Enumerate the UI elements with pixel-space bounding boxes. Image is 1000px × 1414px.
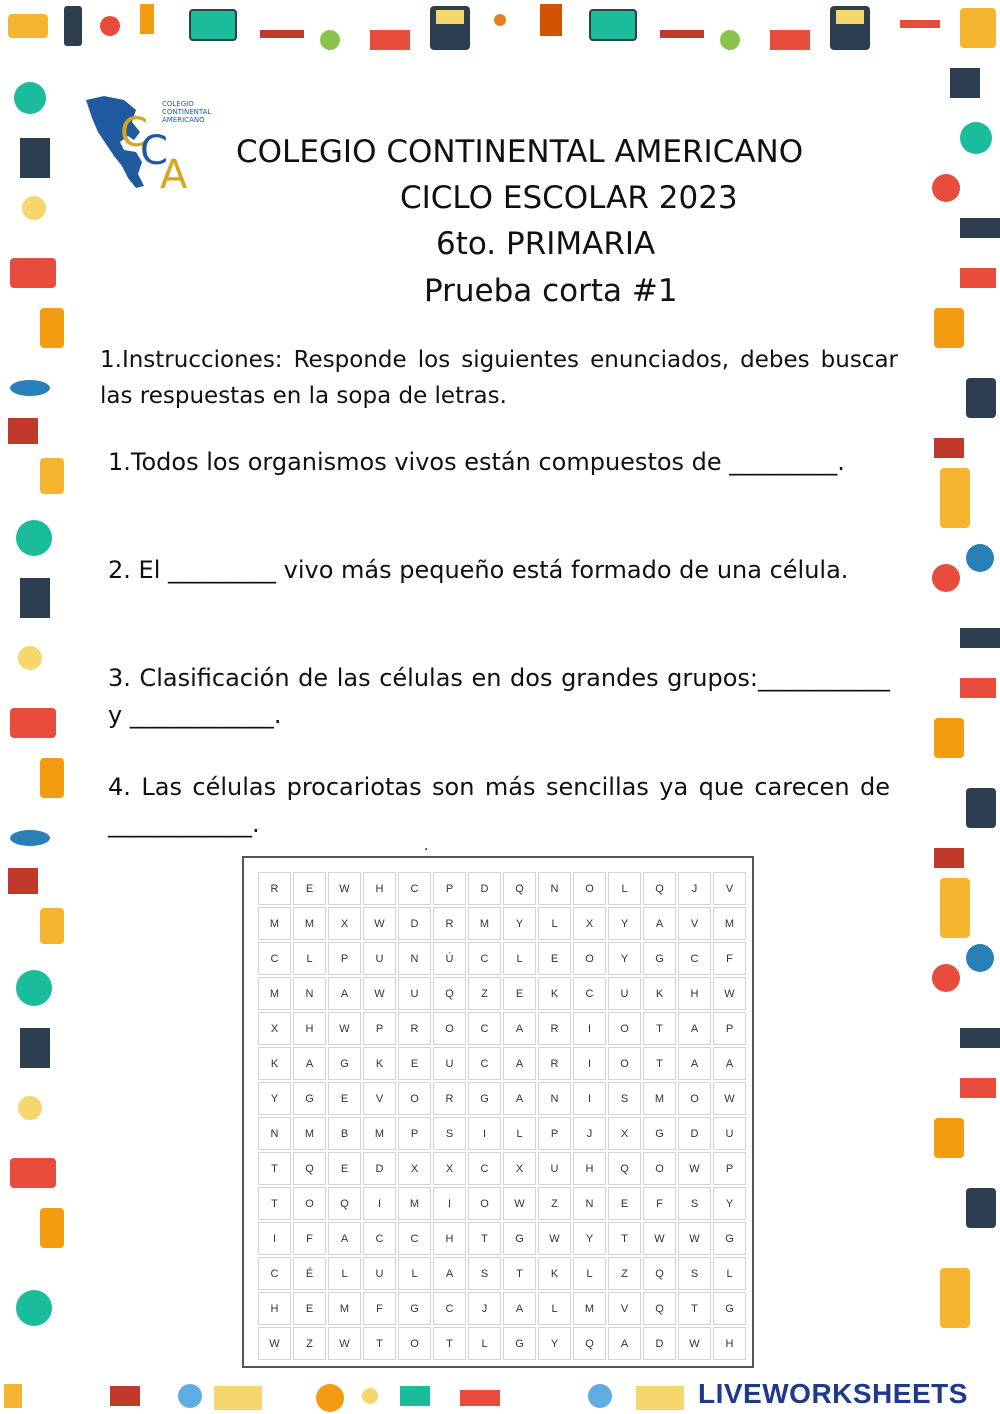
word-search-cell[interactable]: K <box>258 1047 291 1080</box>
word-search-cell[interactable]: O <box>468 1187 501 1220</box>
stray-mark: . <box>424 838 429 854</box>
word-search-cell[interactable]: M <box>468 907 501 940</box>
word-search-cell[interactable]: Q <box>328 1187 361 1220</box>
word-search-cell[interactable]: K <box>363 1047 396 1080</box>
word-search-cell[interactable]: E <box>538 942 571 975</box>
question-1: 1.Todos los organismos vivos están compuestos de _________. <box>108 448 845 476</box>
word-search-cell[interactable]: J <box>468 1292 501 1325</box>
grade-level: 6to. PRIMARIA <box>436 226 656 262</box>
word-search-cell[interactable]: F <box>713 942 746 975</box>
word-search-cell[interactable]: P <box>538 1117 571 1150</box>
word-search-cell[interactable]: T <box>363 1327 396 1360</box>
word-search-cell[interactable]: O <box>398 1082 431 1115</box>
word-search-cell[interactable]: U <box>538 1152 571 1185</box>
word-search-cell[interactable]: M <box>713 907 746 940</box>
word-search-cell[interactable]: O <box>678 1082 711 1115</box>
word-search-cell[interactable]: A <box>503 1082 536 1115</box>
word-search-cell[interactable]: R <box>398 1012 431 1045</box>
word-search-cell[interactable]: C <box>573 977 606 1010</box>
word-search-cell[interactable]: H <box>293 1012 326 1045</box>
word-search-cell[interactable]: G <box>643 1117 676 1150</box>
word-search-cell[interactable]: Q <box>433 977 466 1010</box>
word-search-cell[interactable]: U <box>713 1117 746 1150</box>
word-search-cell[interactable]: V <box>363 1082 396 1115</box>
word-search-cell[interactable]: P <box>433 872 466 905</box>
logo-caption-2: CONTINENTAL <box>162 108 212 116</box>
word-search-grid <box>258 872 746 1360</box>
word-search-cell[interactable]: I <box>258 1222 291 1255</box>
word-search-cell[interactable]: V <box>608 1292 641 1325</box>
word-search-cell[interactable]: L <box>538 907 571 940</box>
word-search-cell[interactable]: X <box>433 1152 466 1185</box>
word-search-cell[interactable]: Ú <box>433 942 466 975</box>
word-search-cell[interactable]: Q <box>573 1327 606 1360</box>
school-logo <box>84 92 216 192</box>
word-search-cell[interactable]: L <box>573 1257 606 1290</box>
word-search-cell[interactable]: N <box>538 1082 571 1115</box>
word-search-cell[interactable]: D <box>363 1152 396 1185</box>
science-pattern-icon <box>930 58 1000 1376</box>
word-search-cell[interactable]: E <box>328 1082 361 1115</box>
word-search-puzzle <box>242 856 754 1368</box>
word-search-cell[interactable]: I <box>468 1117 501 1150</box>
word-search-cell[interactable]: A <box>328 1222 361 1255</box>
word-search-cell[interactable]: E <box>293 872 326 905</box>
word-search-cell[interactable]: U <box>608 977 641 1010</box>
word-search-cell[interactable]: A <box>608 1327 641 1360</box>
word-search-cell[interactable]: M <box>573 1292 606 1325</box>
word-search-cell[interactable]: T <box>468 1222 501 1255</box>
instructions-text: 1.Instrucciones: Responde los siguientes enunciados, debes buscar las respuestas en la sopa de letras. <box>100 347 898 409</box>
word-search-cell[interactable]: N <box>398 942 431 975</box>
question-3: 3. Clasificación de las células en dos grandes grupos:___________ y ____________. <box>108 664 890 729</box>
word-search-cell[interactable]: C <box>258 1257 291 1290</box>
word-search-cell[interactable]: T <box>258 1152 291 1185</box>
word-search-cell[interactable]: W <box>678 1222 711 1255</box>
word-search-cell[interactable]: F <box>643 1187 676 1220</box>
word-search-cell[interactable]: H <box>258 1292 291 1325</box>
word-search-cell[interactable]: Y <box>713 1187 746 1220</box>
word-search-cell[interactable]: W <box>363 907 396 940</box>
word-search-cell[interactable]: L <box>538 1292 571 1325</box>
word-search-cell[interactable]: L <box>503 942 536 975</box>
word-search-cell[interactable]: B <box>328 1117 361 1150</box>
word-search-cell[interactable]: G <box>293 1082 326 1115</box>
word-search-cell[interactable]: G <box>713 1222 746 1255</box>
word-search-cell[interactable]: Z <box>608 1257 641 1290</box>
word-search-cell[interactable]: E <box>293 1292 326 1325</box>
word-search-cell[interactable]: A <box>503 1292 536 1325</box>
word-search-cell[interactable]: N <box>538 872 571 905</box>
word-search-cell[interactable]: G <box>398 1292 431 1325</box>
word-search-cell[interactable]: W <box>713 977 746 1010</box>
word-search-cell[interactable]: P <box>713 1012 746 1045</box>
word-search-cell[interactable]: C <box>468 1047 501 1080</box>
word-search-cell[interactable]: O <box>643 1152 676 1185</box>
word-search-cell[interactable]: P <box>363 1012 396 1045</box>
logo-caption-1: COLEGIO <box>162 100 194 108</box>
word-search-cell[interactable]: X <box>573 907 606 940</box>
word-search-cell[interactable]: A <box>433 1257 466 1290</box>
word-search-cell[interactable]: G <box>643 942 676 975</box>
word-search-cell[interactable]: H <box>433 1222 466 1255</box>
word-search-cell[interactable]: G <box>713 1292 746 1325</box>
word-search-cell[interactable]: W <box>538 1222 571 1255</box>
word-search-cell[interactable]: E <box>398 1047 431 1080</box>
word-search-cell[interactable]: H <box>678 977 711 1010</box>
word-search-cell[interactable]: I <box>573 1047 606 1080</box>
word-search-cell[interactable]: G <box>468 1082 501 1115</box>
word-search-cell[interactable]: V <box>678 907 711 940</box>
word-search-cell[interactable]: A <box>678 1047 711 1080</box>
logo-letter-c2: C <box>140 128 168 174</box>
word-search-cell[interactable]: W <box>643 1222 676 1255</box>
word-search-cell[interactable]: Y <box>608 907 641 940</box>
word-search-cell[interactable]: L <box>398 1257 431 1290</box>
word-search-cell[interactable]: M <box>398 1187 431 1220</box>
word-search-cell[interactable]: M <box>258 907 291 940</box>
word-search-cell[interactable]: L <box>328 1257 361 1290</box>
word-search-cell[interactable]: S <box>608 1082 641 1115</box>
word-search-cell[interactable]: W <box>328 872 361 905</box>
word-search-cell[interactable]: L <box>608 872 641 905</box>
word-search-cell[interactable]: E <box>608 1187 641 1220</box>
decorative-border-left <box>0 58 68 1376</box>
test-title: Prueba corta #1 <box>424 273 678 309</box>
word-search-cell[interactable]: M <box>293 907 326 940</box>
word-search-cell[interactable]: M <box>363 1117 396 1150</box>
word-search-cell[interactable]: P <box>713 1152 746 1185</box>
word-search-cell[interactable]: X <box>258 1012 291 1045</box>
word-search-cell[interactable]: O <box>573 872 606 905</box>
word-search-cell[interactable]: L <box>293 942 326 975</box>
word-search-cell[interactable]: U <box>363 1257 396 1290</box>
word-search-cell[interactable]: S <box>433 1117 466 1150</box>
word-search-cell[interactable]: T <box>258 1187 291 1220</box>
word-search-cell[interactable]: K <box>538 977 571 1010</box>
word-search-cell[interactable]: F <box>293 1222 326 1255</box>
logo-letter-c1: C <box>120 110 148 156</box>
word-search-cell[interactable]: O <box>608 1047 641 1080</box>
word-search-cell[interactable]: O <box>398 1327 431 1360</box>
word-search-cell[interactable]: W <box>258 1327 291 1360</box>
word-search-cell[interactable]: R <box>258 872 291 905</box>
word-search-cell[interactable]: T <box>643 1047 676 1080</box>
word-search-cell[interactable]: I <box>573 1012 606 1045</box>
word-search-cell[interactable]: S <box>678 1257 711 1290</box>
word-search-cell[interactable]: J <box>678 872 711 905</box>
word-search-cell[interactable]: H <box>573 1152 606 1185</box>
word-search-cell[interactable]: M <box>293 1117 326 1150</box>
word-search-cell[interactable]: V <box>713 872 746 905</box>
word-search-cell[interactable]: A <box>713 1047 746 1080</box>
word-search-cell[interactable]: M <box>328 1292 361 1325</box>
word-search-cell[interactable]: C <box>398 1222 431 1255</box>
word-search-cell[interactable]: T <box>678 1292 711 1325</box>
word-search-cell[interactable]: C <box>258 942 291 975</box>
word-search-cell[interactable]: O <box>293 1187 326 1220</box>
word-search-cell[interactable]: O <box>573 942 606 975</box>
word-search-cell[interactable]: W <box>503 1187 536 1220</box>
word-search-cell[interactable]: D <box>643 1327 676 1360</box>
word-search-cell[interactable]: T <box>608 1222 641 1255</box>
word-search-cell[interactable]: G <box>503 1327 536 1360</box>
word-search-cell[interactable]: C <box>678 942 711 975</box>
science-pattern-icon <box>0 0 1000 58</box>
word-search-cell[interactable]: Y <box>503 907 536 940</box>
word-search-cell[interactable]: X <box>503 1152 536 1185</box>
word-search-cell[interactable]: N <box>573 1187 606 1220</box>
word-search-cell[interactable]: T <box>433 1327 466 1360</box>
word-search-cell[interactable]: D <box>678 1117 711 1150</box>
school-year: CICLO ESCOLAR 2023 <box>400 180 738 216</box>
word-search-cell[interactable]: O <box>433 1012 466 1045</box>
word-search-cell[interactable]: G <box>503 1222 536 1255</box>
word-search-cell[interactable]: A <box>293 1047 326 1080</box>
word-search-cell[interactable]: W <box>328 1012 361 1045</box>
word-search-cell[interactable]: W <box>363 977 396 1010</box>
america-map-logo-icon <box>84 92 216 192</box>
word-search-cell[interactable]: U <box>363 942 396 975</box>
word-search-cell[interactable]: R <box>433 907 466 940</box>
word-search-cell[interactable]: T <box>643 1012 676 1045</box>
science-pattern-icon <box>0 58 68 1376</box>
word-search-cell[interactable]: A <box>678 1012 711 1045</box>
logo-caption-3: AMERICANO <box>162 116 205 124</box>
word-search-cell[interactable]: S <box>468 1257 501 1290</box>
word-search-cell[interactable]: I <box>363 1187 396 1220</box>
question-4: 4. Las células procariotas son más sencillas ya que carecen de ____________. <box>108 773 890 838</box>
word-search-cell[interactable]: Q <box>643 1292 676 1325</box>
word-search-cell[interactable]: E <box>328 1152 361 1185</box>
word-search-cell[interactable]: D <box>398 907 431 940</box>
word-search-cell[interactable]: H <box>363 872 396 905</box>
word-search-cell[interactable]: W <box>678 1152 711 1185</box>
word-search-cell[interactable]: G <box>328 1047 361 1080</box>
word-search-cell[interactable]: A <box>328 977 361 1010</box>
word-search-cell[interactable]: Y <box>538 1327 571 1360</box>
word-search-cell[interactable]: Q <box>643 1257 676 1290</box>
word-search-cell[interactable]: C <box>433 1292 466 1325</box>
word-search-cell[interactable]: M <box>258 977 291 1010</box>
question-2: 2. El _________ vivo más pequeño está formado de una célula. <box>108 556 849 584</box>
word-search-cell[interactable]: A <box>503 1047 536 1080</box>
word-search-cell[interactable]: W <box>328 1327 361 1360</box>
word-search-cell[interactable]: R <box>538 1012 571 1045</box>
word-search-cell[interactable]: R <box>433 1082 466 1115</box>
word-search-cell[interactable]: U <box>398 977 431 1010</box>
word-search-cell[interactable]: I <box>573 1082 606 1115</box>
word-search-cell[interactable]: X <box>398 1152 431 1185</box>
word-search-cell[interactable]: O <box>608 1012 641 1045</box>
word-search-cell[interactable]: L <box>468 1327 501 1360</box>
word-search-cell[interactable]: H <box>713 1327 746 1360</box>
decorative-border-right <box>930 58 1000 1376</box>
word-search-cell[interactable]: Z <box>293 1327 326 1360</box>
word-search-cell[interactable]: É <box>293 1257 326 1290</box>
school-name: COLEGIO CONTINENTAL AMERICANO <box>236 134 804 170</box>
word-search-cell[interactable]: M <box>643 1082 676 1115</box>
word-search-cell[interactable]: N <box>293 977 326 1010</box>
word-search-cell[interactable]: Y <box>608 942 641 975</box>
liveworksheets-watermark: LIVEWORKSHEETS <box>698 1378 968 1409</box>
word-search-cell[interactable]: K <box>538 1257 571 1290</box>
word-search-cell[interactable]: C <box>363 1222 396 1255</box>
word-search-cell[interactable]: A <box>503 1012 536 1045</box>
word-search-cell[interactable]: P <box>328 942 361 975</box>
word-search-cell[interactable]: L <box>713 1257 746 1290</box>
word-search-cell[interactable]: P <box>398 1117 431 1150</box>
word-search-cell[interactable]: Q <box>608 1152 641 1185</box>
word-search-cell[interactable]: I <box>433 1187 466 1220</box>
word-search-cell[interactable]: A <box>643 907 676 940</box>
word-search-cell[interactable]: D <box>468 872 501 905</box>
word-search-cell[interactable]: C <box>468 942 501 975</box>
word-search-cell[interactable]: R <box>538 1047 571 1080</box>
word-search-cell[interactable]: W <box>678 1327 711 1360</box>
word-search-cell[interactable]: X <box>608 1117 641 1150</box>
word-search-cell[interactable]: T <box>503 1257 536 1290</box>
word-search-cell[interactable]: C <box>468 1012 501 1045</box>
word-search-cell[interactable]: Z <box>538 1187 571 1220</box>
word-search-cell[interactable]: W <box>713 1082 746 1115</box>
logo-letter-a: A <box>160 152 188 192</box>
word-search-cell[interactable]: E <box>503 977 536 1010</box>
word-search-cell[interactable]: C <box>468 1152 501 1185</box>
word-search-cell[interactable]: Q <box>503 872 536 905</box>
word-search-cell[interactable]: Q <box>293 1152 326 1185</box>
word-search-cell[interactable]: C <box>398 872 431 905</box>
word-search-cell[interactable]: J <box>573 1117 606 1150</box>
word-search-cell[interactable]: Z <box>468 977 501 1010</box>
word-search-cell[interactable]: Y <box>258 1082 291 1115</box>
word-search-cell[interactable]: Y <box>573 1222 606 1255</box>
word-search-cell[interactable]: F <box>363 1292 396 1325</box>
word-search-cell[interactable]: N <box>258 1117 291 1150</box>
word-search-cell[interactable]: K <box>643 977 676 1010</box>
word-search-cell[interactable]: U <box>433 1047 466 1080</box>
word-search-cell[interactable]: S <box>678 1187 711 1220</box>
word-search-cell[interactable]: X <box>328 907 361 940</box>
decorative-border-top <box>0 0 1000 58</box>
word-search-cell[interactable]: Q <box>643 872 676 905</box>
word-search-cell[interactable]: L <box>503 1117 536 1150</box>
